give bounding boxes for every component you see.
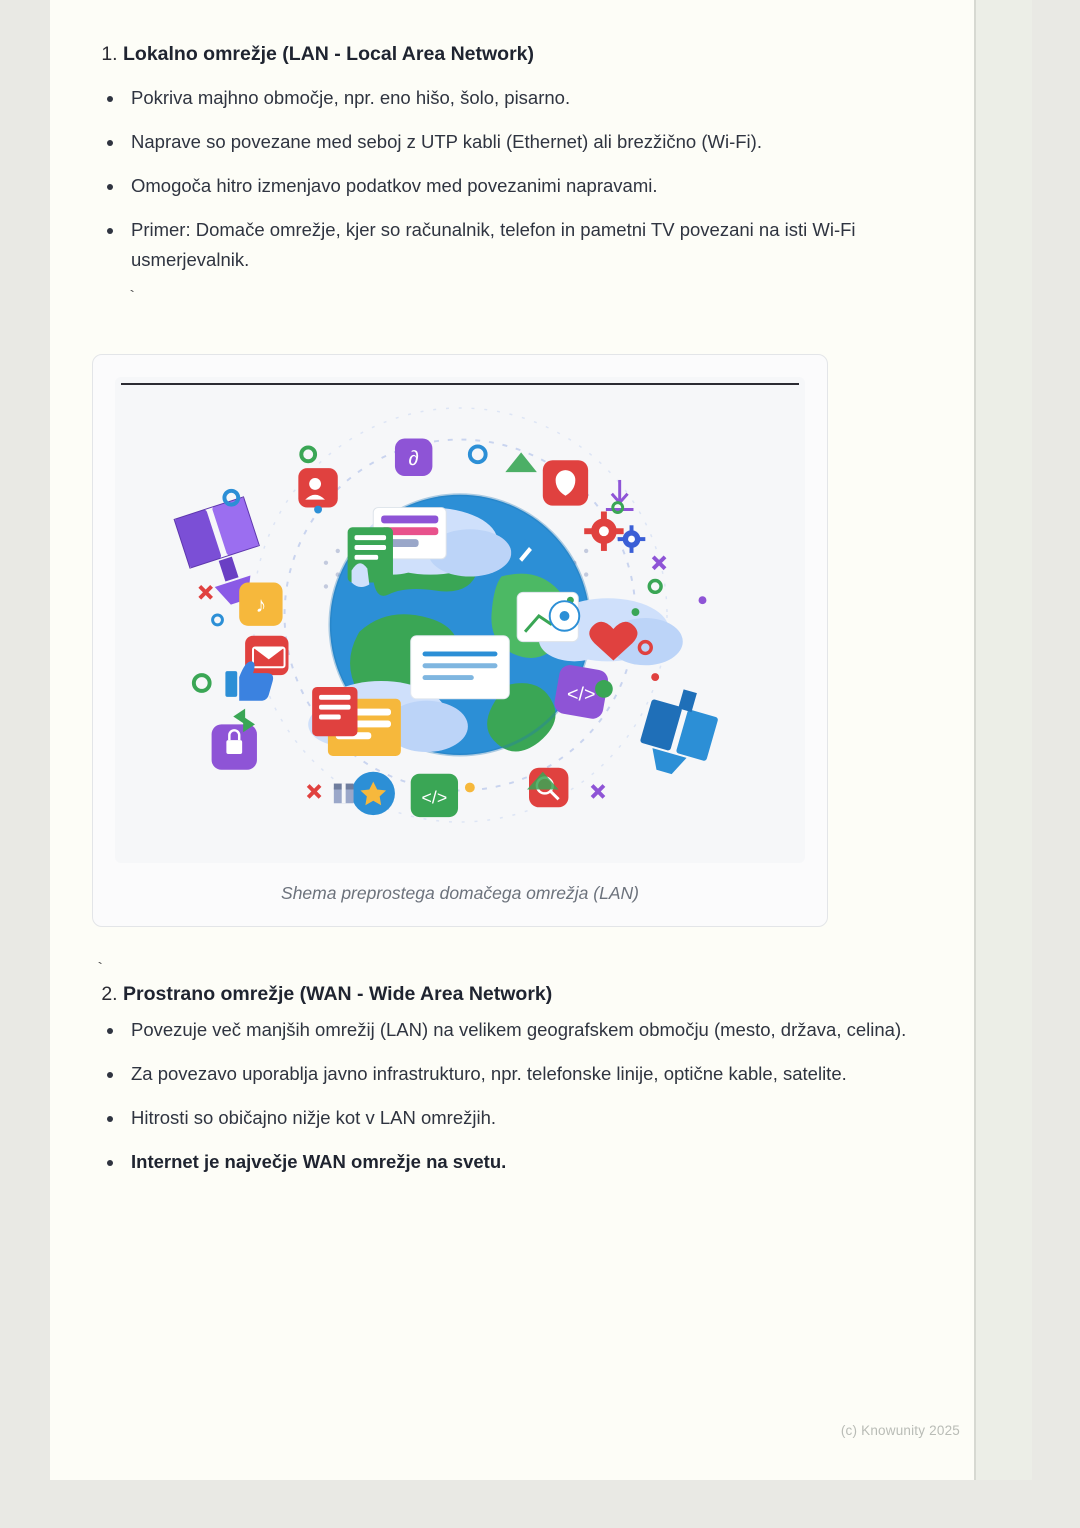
- figure-card: [92, 354, 828, 927]
- figure-top-rule: [121, 383, 799, 385]
- section-1-heading: 1. Lokalno omrežje (LAN - Local Area Network): [123, 40, 925, 69]
- section-1-bullets: [95, 83, 925, 275]
- figure-caption: Shema preprostega domačega omrežja (LAN): [281, 883, 639, 904]
- svg-text:</>: </>: [566, 683, 596, 706]
- section-2-bullets: [95, 1015, 925, 1177]
- list-item: • Internet je največje WAN omrežje na svetu.: [125, 1147, 925, 1177]
- network-illustration: [115, 395, 805, 835]
- figure-image-frame: [115, 377, 805, 863]
- stray-backtick-2: `: [95, 961, 106, 981]
- watermark: (c) Knowunity 2025: [840, 1423, 960, 1438]
- stray-backtick: `: [127, 289, 138, 309]
- list-item: • Povezuje več manjših omrežij (LAN) na velikem geografskem območju (mesto, država, celina).: [125, 1015, 925, 1045]
- document-content: [95, 40, 925, 1191]
- list-item: • Primer: Domače omrežje, kjer so računalnik, telefon in pametni TV povezani na isti Wi-Fi usmerjevalnik.: [125, 215, 925, 275]
- page-gutter: [974, 0, 1032, 1480]
- svg-text:∂: ∂: [408, 447, 419, 471]
- section-2-heading: 2. Prostrano omrežje (WAN - Wide Area Network): [123, 980, 925, 1009]
- list-item: • Naprave so povezane med seboj z UTP kabli (Ethernet) ali brezžično (Wi-Fi).: [125, 127, 925, 157]
- list-item: • Omogoča hitro izmenjavo podatkov med povezanimi napravami.: [125, 171, 925, 201]
- svg-text:♪: ♪: [255, 592, 267, 618]
- list-item: • Pokriva majhno območje, npr. eno hišo, šolo, pisarno.: [125, 83, 925, 113]
- document-page: [50, 0, 1032, 1480]
- section-1-list: [95, 40, 925, 69]
- list-item: • Za povezavo uporablja javno infrastrukturo, npr. telefonske linije, optične kable, satelite.: [125, 1059, 925, 1089]
- list-item: • Hitrosti so običajno nižje kot v LAN omrežjih.: [125, 1103, 925, 1133]
- svg-text:</>: </>: [421, 787, 448, 808]
- section-2-list: [95, 980, 925, 1009]
